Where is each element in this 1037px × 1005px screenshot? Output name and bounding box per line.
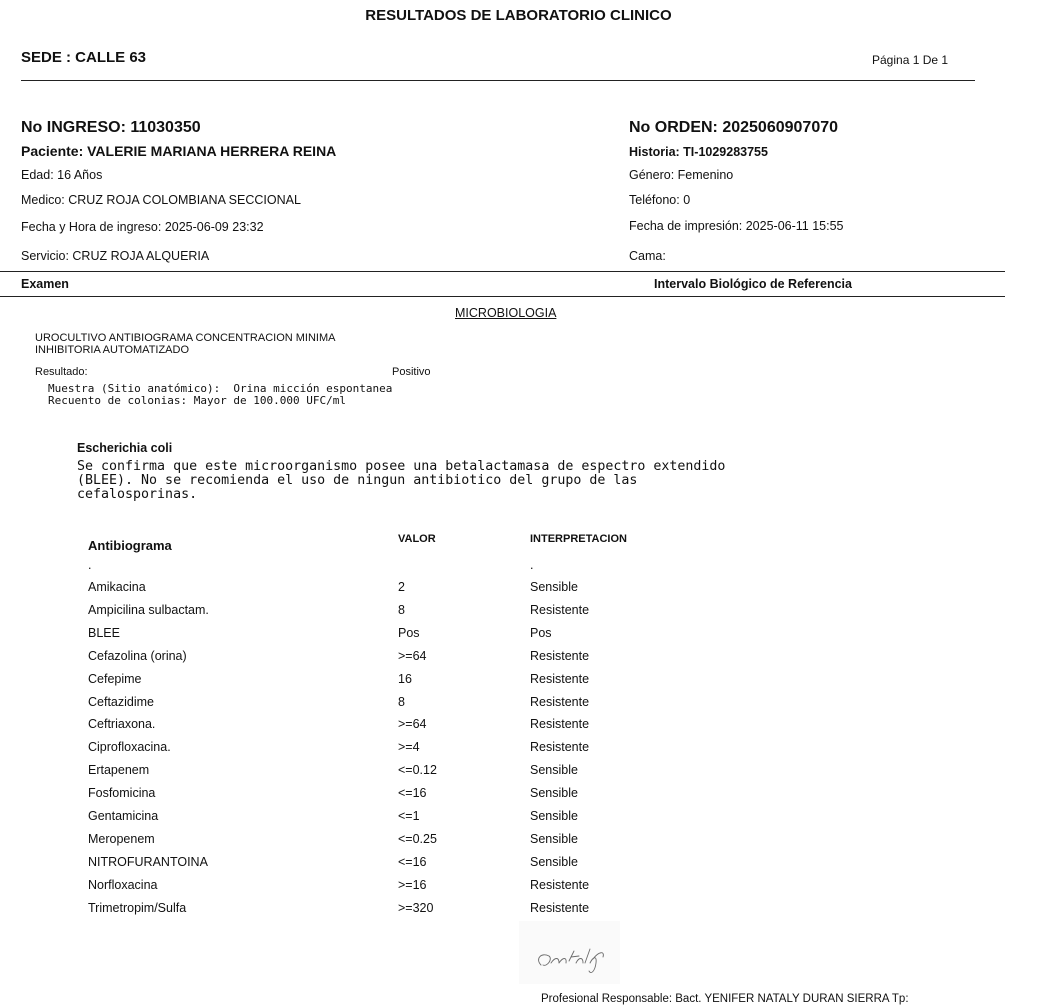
section-title: MICROBIOLOGIA <box>455 306 557 320</box>
examen-header: Examen <box>21 277 69 291</box>
antibiotic-value: 2 <box>398 580 405 594</box>
antibiotic-interpretation: Sensible <box>530 809 578 823</box>
antibiotic-interpretation: Resistente <box>530 878 590 892</box>
page-number: Página 1 De 1 <box>872 53 949 67</box>
table-row <box>88 832 688 854</box>
cama: Cama: <box>629 249 666 263</box>
antibiotic-name: BLEE <box>88 626 120 640</box>
sede-label: SEDE : CALLE 63 <box>21 49 147 66</box>
antibiotic-interpretation: Resistente <box>530 672 590 686</box>
antibiotic-value: <=16 <box>398 786 427 800</box>
antibiotic-interpretation: Pos <box>530 626 552 640</box>
ingreso-number: No INGRESO: 11030350 <box>21 119 201 136</box>
antibiotic-interpretation: Sensible <box>530 786 578 800</box>
table-row <box>88 740 688 762</box>
antibiotic-interpretation: Resistente <box>530 717 590 731</box>
interpretacion-header: INTERPRETACION <box>530 533 627 545</box>
signature-drawing <box>519 921 620 984</box>
antibiotic-name: Trimetropim/Sulfa <box>88 901 187 915</box>
antibiotic-name: Norfloxacina <box>88 878 158 892</box>
antibiotic-name: NITROFURANTOINA <box>88 855 208 869</box>
table-row <box>88 763 688 785</box>
resultado-value: Positivo <box>392 366 431 378</box>
responsible-professional: Profesional Responsable: Bact. YENIFER NATALY DURAN SIERRA Tp: <box>541 993 909 1005</box>
table-row <box>88 717 688 739</box>
antibiotic-name: Amikacina <box>88 580 146 594</box>
telefono: Teléfono: 0 <box>629 193 691 207</box>
medico: Medico: CRUZ ROJA COLOMBIANA SECCIONAL <box>21 193 301 207</box>
table-header-top-line <box>0 271 1005 272</box>
muestra-line: Muestra (Sitio anatómico): Orina micción espontanea <box>48 382 393 395</box>
organism-note-line3: cefalosporinas. <box>77 487 198 502</box>
antibiotic-name: Ceftazidime <box>88 695 154 709</box>
orden-number: No ORDEN: 2025060907070 <box>629 119 839 136</box>
antibiotic-name: Fosfomicina <box>88 786 156 800</box>
antibiotic-interpretation: . <box>530 558 534 572</box>
antibiotic-value: 8 <box>398 695 405 709</box>
antibiotic-value: >=64 <box>398 717 427 731</box>
fecha-impresion: Fecha de impresión: 2025-06-11 15:55 <box>629 219 844 233</box>
organism-note <box>77 460 725 502</box>
exam-name <box>35 332 336 356</box>
antibiotic-value: >=320 <box>398 901 434 915</box>
resultado-label: Resultado: <box>35 366 88 378</box>
antibiotic-name: . <box>88 558 92 572</box>
antibiograma-header: Antibiograma <box>88 538 172 553</box>
patient-age: Edad: 16 Años <box>21 168 103 182</box>
signature <box>519 921 620 984</box>
antibiotic-name: Ampicilina sulbactam. <box>88 603 209 617</box>
antibiotic-value: 16 <box>398 672 412 686</box>
antibiotic-interpretation: Resistente <box>530 740 590 754</box>
antibiotic-value: Pos <box>398 626 420 640</box>
table-row <box>88 672 688 694</box>
genero: Género: Femenino <box>629 168 734 182</box>
organism-note-line2: (BLEE). No se recomienda el uso de ningun antibiotico del grupo de las <box>77 473 638 488</box>
table-row <box>88 558 688 580</box>
antibiotic-interpretation: Sensible <box>530 832 578 846</box>
antibiotic-name: Gentamicina <box>88 809 159 823</box>
antibiotic-name: Ertapenem <box>88 763 150 777</box>
intervalo-header: Intervalo Biológico de Referencia <box>654 277 852 291</box>
antibiotic-value: >=64 <box>398 649 427 663</box>
recuento-line: Recuento de colonias: Mayor de 100.000 UFC/ml <box>48 394 347 407</box>
antibiotic-interpretation: Resistente <box>530 603 590 617</box>
table-row <box>88 878 688 900</box>
antibiotic-name: Cefazolina (orina) <box>88 649 187 663</box>
table-row <box>88 855 688 877</box>
antibiotic-value: <=0.12 <box>398 763 437 777</box>
antibiotic-value: <=1 <box>398 809 420 823</box>
table-header-bottom-line <box>0 296 1005 297</box>
table-row <box>88 786 688 808</box>
organism-name: Escherichia coli <box>77 441 173 455</box>
antibiotic-interpretation: Resistente <box>530 695 590 709</box>
historia: Historia: TI-1029283755 <box>629 145 768 159</box>
header-divider <box>21 80 975 81</box>
report-title: RESULTADOS DE LABORATORIO CLINICO <box>365 7 672 24</box>
valor-header: VALOR <box>398 533 436 545</box>
antibiotic-value: <=16 <box>398 855 427 869</box>
antibiotic-value: 8 <box>398 603 405 617</box>
antibiotic-interpretation: Resistente <box>530 649 590 663</box>
table-row <box>88 695 688 717</box>
exam-name-line2: INHIBITORIA AUTOMATIZADO <box>35 344 190 356</box>
table-row <box>88 626 688 648</box>
antibiotic-interpretation: Resistente <box>530 901 590 915</box>
table-row <box>88 809 688 831</box>
antibiotic-value: >=4 <box>398 740 420 754</box>
antibiotic-value: <=0.25 <box>398 832 437 846</box>
antibiotic-name: Ceftriaxona. <box>88 717 156 731</box>
organism-note-line1: Se confirma que este microorganismo posee una betalactamasa de espectro extendido <box>77 459 726 474</box>
table-row <box>88 603 688 625</box>
antibiotic-interpretation: Sensible <box>530 855 578 869</box>
fecha-ingreso: Fecha y Hora de ingreso: 2025-06-09 23:32 <box>21 220 264 234</box>
table-row <box>88 901 688 923</box>
exam-name-line1: UROCULTIVO ANTIBIOGRAMA CONCENTRACION MINIMA <box>35 332 336 344</box>
antibiotic-interpretation: Sensible <box>530 763 578 777</box>
patient-name: Paciente: VALERIE MARIANA HERRERA REINA <box>21 143 337 159</box>
antibiotic-name: Cefepime <box>88 672 142 686</box>
antibiotic-interpretation: Sensible <box>530 580 578 594</box>
antibiotic-name: Meropenem <box>88 832 155 846</box>
antibiotic-name: Ciprofloxacina. <box>88 740 171 754</box>
table-row <box>88 649 688 671</box>
table-row <box>88 580 688 602</box>
servicio: Servicio: CRUZ ROJA ALQUERIA <box>21 249 210 263</box>
antibiotic-value: >=16 <box>398 878 427 892</box>
